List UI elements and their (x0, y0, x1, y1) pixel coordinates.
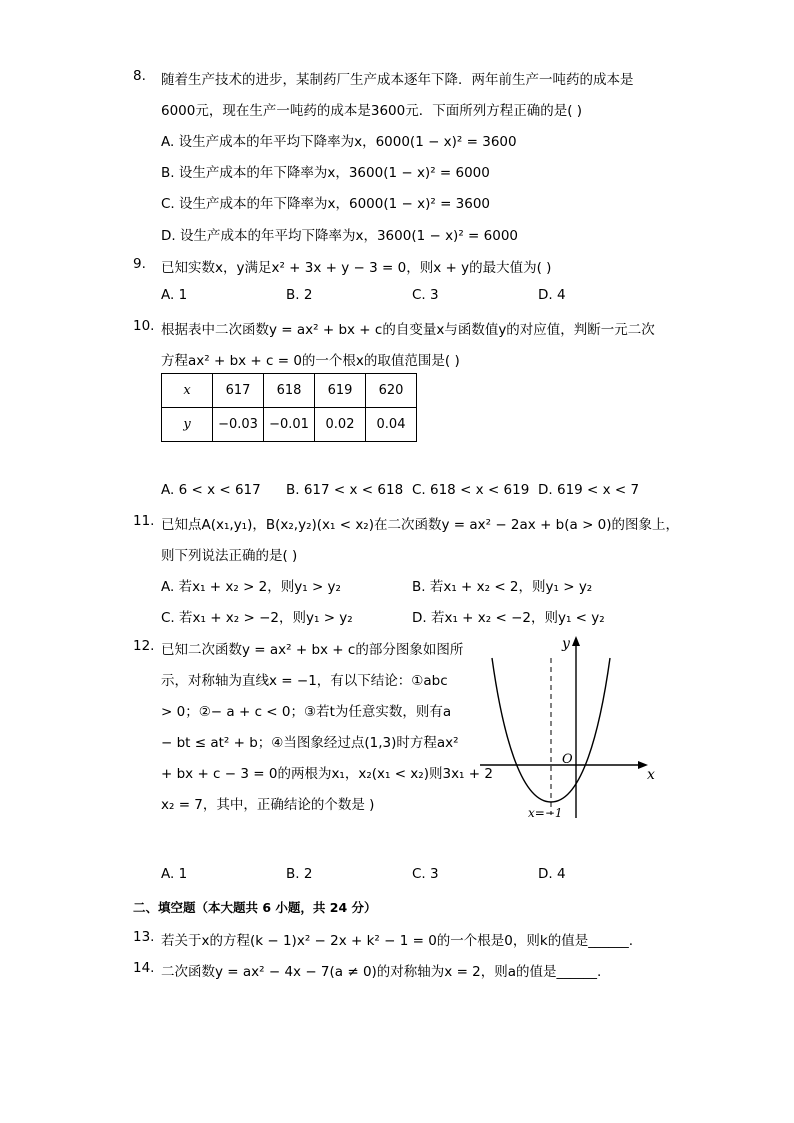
q13-stem: 若关于x的方程(k − 1)x² − 2x + k² − 1 = 0的一个根是0，则k的值是______. (161, 933, 633, 949)
q12-number: 12. (133, 638, 155, 654)
table-cell: 618 (264, 374, 315, 408)
symmetry-axis-label: x=−1 (528, 806, 563, 820)
q10-stem-line1: 根据表中二次函数y = ax² + bx + c的自变量x与函数值y的对应值，判断一元二次 (161, 322, 655, 338)
y-axis-arrow (572, 636, 580, 646)
table-cell: y (162, 408, 213, 442)
q8-option-a: A. 设生产成本的年平均下降率为x，6000(1 − x)² = 3600 (161, 134, 517, 150)
q12-line6: x₂ = 7，其中，正确结论的个数是 ) (161, 797, 375, 813)
table-cell: 0.02 (315, 408, 366, 442)
q12-line4: − bt ≤ at² + b；④当图象经过点(1,3)时方程ax² (161, 735, 459, 751)
table-cell: −0.03 (213, 408, 264, 442)
q14-stem: 二次函数y = ax² − 4x − 7(a ≠ 0)的对称轴为x = 2，则a的值是______. (161, 964, 602, 980)
table-row (162, 374, 417, 408)
q11-option-d: D. 若x₁ + x₂ < −2，则y₁ < y₂ (412, 610, 605, 626)
q11-option-a: A. 若x₁ + x₂ > 2，则y₁ > y₂ (161, 579, 341, 595)
q14-number: 14. (133, 960, 155, 976)
q10-value-table (161, 373, 417, 442)
table-cell: 617 (213, 374, 264, 408)
q8-stem-line2: 6000元，现在生产一吨药的成本是3600元．下面所列方程正确的是( ) (161, 103, 583, 119)
q10-option-c: C. 618 < x < 619 (412, 482, 530, 498)
table-cell: −0.01 (264, 408, 315, 442)
q10-number: 10. (133, 318, 155, 334)
q9-option-c: C. 3 (412, 287, 439, 303)
q11-option-c: C. 若x₁ + x₂ > −2，则y₁ > y₂ (161, 610, 353, 626)
origin-label: O (562, 752, 573, 767)
y-axis-label: y (562, 636, 570, 652)
q11-stem-line2: 则下列说法正确的是( ) (161, 548, 298, 564)
q12-option-c: C. 3 (412, 866, 439, 882)
q10-stem-line2: 方程ax² + bx + c = 0的一个根x的取值范围是( ) (161, 353, 460, 369)
q9-option-d: D. 4 (538, 287, 566, 303)
q12-line5: + bx + c − 3 = 0的两根为x₁，x₂(x₁ < x₂)则3x₁ + 2 (161, 766, 493, 782)
table-cell: 620 (366, 374, 417, 408)
q11-stem-line1: 已知点A(x₁,y₁)，B(x₂,y₂)(x₁ < x₂)在二次函数y = ax² − 2ax + b(a > 0)的图象上， (161, 517, 680, 533)
q12-option-a: A. 1 (161, 866, 188, 882)
q10-option-a: A. 6 < x < 617 (161, 482, 261, 498)
q12-line2: 示，对称轴为直线x = −1，有以下结论：①abc (161, 673, 448, 689)
table-cell: x (162, 374, 213, 408)
q9-option-b: B. 2 (286, 287, 313, 303)
section2-title: 二、填空题（本大题共 6 小题，共 24 分） (133, 900, 377, 915)
q10-option-b: B. 617 < x < 618 (286, 482, 404, 498)
q8-option-c: C. 设生产成本的年下降率为x，6000(1 − x)² = 3600 (161, 196, 491, 212)
q11-number: 11. (133, 513, 155, 529)
q9-option-a: A. 1 (161, 287, 188, 303)
q8-option-d: D. 设生产成本的年平均下降率为x，3600(1 − x)² = 6000 (161, 228, 518, 244)
q10-option-d: D. 619 < x < 7 (538, 482, 640, 498)
q9-stem: 已知实数x，y满足x² + 3x + y − 3 = 0，则x + y的最大值为( ) (161, 260, 552, 276)
table-row (162, 408, 417, 442)
table-cell: 0.04 (366, 408, 417, 442)
q8-number: 8. (133, 68, 146, 84)
x-axis-label: x (647, 767, 655, 783)
q8-stem-line1: 随着生产技术的进步，某制药厂生产成本逐年下降．两年前生产一吨药的成本是 (161, 72, 634, 88)
q11-option-b: B. 若x₁ + x₂ < 2，则y₁ > y₂ (412, 579, 593, 595)
q13-number: 13. (133, 929, 155, 945)
q12-option-b: B. 2 (286, 866, 313, 882)
q9-number: 9. (133, 256, 146, 272)
q12-line3: > 0；②− a + c < 0；③若t为任意实数，则有a (161, 704, 452, 720)
q12-parabola-graph (480, 630, 660, 825)
q12-line1: 已知二次函数y = ax² + bx + c的部分图象如图所 (161, 642, 464, 658)
table-cell: 619 (315, 374, 366, 408)
q12-option-d: D. 4 (538, 866, 566, 882)
q8-option-b: B. 设生产成本的年下降率为x，3600(1 − x)² = 6000 (161, 165, 490, 181)
